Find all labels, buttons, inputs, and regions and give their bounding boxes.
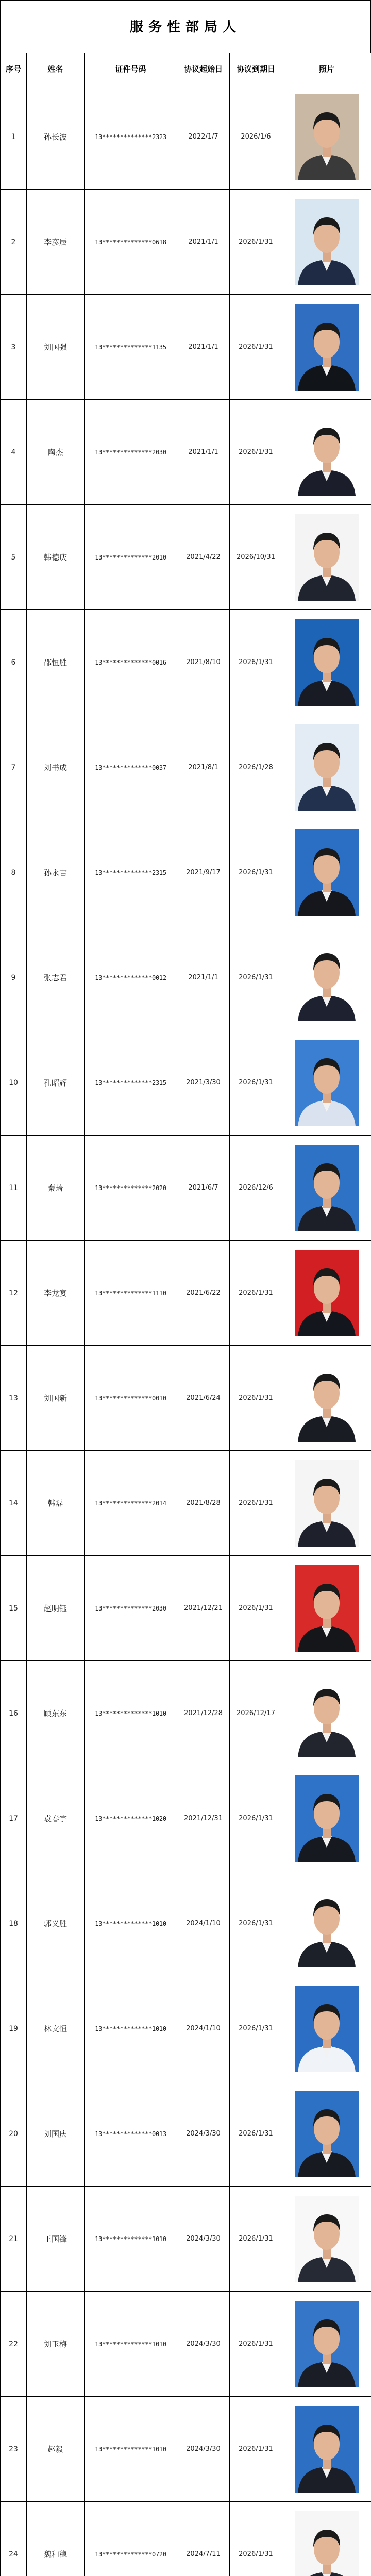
person-name: 陶杰: [27, 400, 85, 505]
table-row: [1, 1976, 371, 2081]
row-number: 14: [1, 1451, 27, 1556]
person-name: 孙永吉: [27, 820, 85, 925]
id-photo: [295, 829, 359, 916]
agreement-start-date: 2021/9/17: [177, 820, 230, 925]
row-number: 19: [1, 1976, 27, 2081]
id-photo: [295, 1986, 359, 2072]
photo-cell: [282, 925, 371, 1030]
agreement-end-date: 2026/1/31: [230, 610, 282, 715]
id-photo: [295, 2511, 359, 2576]
header-no: 序号: [1, 53, 27, 84]
person-name: 刘国新: [27, 1346, 85, 1451]
photo-cell: [282, 820, 371, 925]
id-photo: [295, 724, 359, 811]
agreement-end-date: 2026/1/31: [230, 2081, 282, 2187]
agreement-end-date: 2026/1/31: [230, 400, 282, 505]
row-number: 20: [1, 2081, 27, 2187]
id-photo: [295, 2196, 359, 2282]
header-name: 姓名: [27, 53, 85, 84]
photo-cell: [282, 2502, 371, 2576]
header-cert: 证件号码: [85, 53, 177, 84]
row-number: 22: [1, 2292, 27, 2397]
person-name: 李彦辰: [27, 190, 85, 295]
row-number: 10: [1, 1030, 27, 1136]
agreement-end-date: 2026/1/31: [230, 1451, 282, 1556]
agreement-start-date: 2021/6/7: [177, 1136, 230, 1241]
person-name: 刘国强: [27, 295, 85, 400]
agreement-end-date: 2026/1/31: [230, 1976, 282, 2081]
id-photo: [295, 1880, 359, 1967]
person-name: 袁春宇: [27, 1766, 85, 1871]
cert-number: 13**************1020: [85, 1766, 177, 1871]
photo-cell: [282, 715, 371, 820]
cert-number: 13**************0013: [85, 2081, 177, 2187]
person-name: 王国锋: [27, 2187, 85, 2292]
cert-number: 13**************2315: [85, 1030, 177, 1136]
agreement-end-date: 2026/1/31: [230, 2187, 282, 2292]
person-name: 魏和稳: [27, 2502, 85, 2576]
row-number: 13: [1, 1346, 27, 1451]
agreement-start-date: 2021/12/28: [177, 1661, 230, 1766]
photo-cell: [282, 1241, 371, 1346]
row-number: 6: [1, 610, 27, 715]
table-row: [1, 2502, 371, 2576]
person-name: 林文恒: [27, 1976, 85, 2081]
row-number: 5: [1, 505, 27, 610]
photo-cell: [282, 1766, 371, 1871]
agreement-start-date: 2021/12/21: [177, 1556, 230, 1661]
id-photo: [295, 1670, 359, 1757]
id-photo: [295, 1565, 359, 1652]
agreement-start-date: 2024/3/30: [177, 2292, 230, 2397]
agreement-end-date: 2026/1/28: [230, 715, 282, 820]
cert-number: 13**************0037: [85, 715, 177, 820]
table-header-row: [1, 53, 371, 84]
id-photo: [295, 514, 359, 601]
row-number: 23: [1, 2397, 27, 2502]
photo-cell: [282, 1451, 371, 1556]
table-row: [1, 505, 371, 610]
agreement-start-date: 2021/8/28: [177, 1451, 230, 1556]
cert-number: 13**************2010: [85, 505, 177, 610]
row-number: 7: [1, 715, 27, 820]
row-number: 8: [1, 820, 27, 925]
agreement-start-date: 2024/1/10: [177, 1871, 230, 1976]
cert-number: 13**************2020: [85, 1136, 177, 1241]
agreement-end-date: 2026/1/31: [230, 1346, 282, 1451]
id-photo: [295, 1040, 359, 1126]
agreement-start-date: 2021/3/30: [177, 1030, 230, 1136]
row-number: 12: [1, 1241, 27, 1346]
table-row: [1, 2292, 371, 2397]
table-row: [1, 925, 371, 1030]
row-number: 16: [1, 1661, 27, 1766]
agreement-end-date: 2026/1/31: [230, 925, 282, 1030]
cert-number: 13**************1010: [85, 1871, 177, 1976]
table-body: [1, 84, 371, 2576]
agreement-start-date: 2021/6/22: [177, 1241, 230, 1346]
table-row: [1, 1451, 371, 1556]
id-photo: [295, 1355, 359, 1442]
table-row: [1, 295, 371, 400]
table-row: [1, 1030, 371, 1136]
agreement-start-date: 2021/8/10: [177, 610, 230, 715]
row-number: 15: [1, 1556, 27, 1661]
table-row: [1, 190, 371, 295]
photo-cell: [282, 84, 371, 190]
photo-cell: [282, 1556, 371, 1661]
agreement-end-date: 2026/1/31: [230, 190, 282, 295]
table-row: [1, 1241, 371, 1346]
id-photo: [295, 2091, 359, 2177]
agreement-start-date: 2024/3/30: [177, 2187, 230, 2292]
person-name: 刘书成: [27, 715, 85, 820]
person-name: 郭义胜: [27, 1871, 85, 1976]
id-photo: [295, 304, 359, 391]
cert-number: 13**************1010: [85, 1976, 177, 2081]
table-row: [1, 610, 371, 715]
photo-cell: [282, 1976, 371, 2081]
table-row: [1, 2187, 371, 2292]
row-number: 9: [1, 925, 27, 1030]
agreement-end-date: 2026/12/6: [230, 1136, 282, 1241]
id-photo: [295, 619, 359, 706]
photo-cell: [282, 2187, 371, 2292]
person-name: 赵明钰: [27, 1556, 85, 1661]
photo-cell: [282, 1136, 371, 1241]
agreement-end-date: 2026/1/31: [230, 295, 282, 400]
agreement-start-date: 2022/1/7: [177, 84, 230, 190]
agreement-start-date: 2021/1/1: [177, 190, 230, 295]
header-photo: 照片: [282, 53, 371, 84]
agreement-start-date: 2024/3/30: [177, 2081, 230, 2187]
person-name: 邵恒胜: [27, 610, 85, 715]
agreement-start-date: 2024/7/11: [177, 2502, 230, 2576]
agreement-start-date: 2021/6/24: [177, 1346, 230, 1451]
header-end-date: 协议到期日: [230, 53, 282, 84]
row-number: 1: [1, 84, 27, 190]
table-row: [1, 84, 371, 190]
cert-number: 13**************1010: [85, 1661, 177, 1766]
table-row: [1, 400, 371, 505]
row-number: 4: [1, 400, 27, 505]
photo-cell: [282, 1030, 371, 1136]
person-name: 孔昭辉: [27, 1030, 85, 1136]
photo-cell: [282, 400, 371, 505]
row-number: 2: [1, 190, 27, 295]
agreement-end-date: 2026/1/31: [230, 1030, 282, 1136]
cert-number: 13**************1010: [85, 2397, 177, 2502]
agreement-start-date: 2021/1/1: [177, 925, 230, 1030]
agreement-start-date: 2021/4/22: [177, 505, 230, 610]
cert-number: 13**************1010: [85, 2187, 177, 2292]
person-name: 赵毅: [27, 2397, 85, 2502]
agreement-start-date: 2021/8/1: [177, 715, 230, 820]
photo-cell: [282, 2292, 371, 2397]
photo-cell: [282, 190, 371, 295]
person-name: 韩德庆: [27, 505, 85, 610]
agreement-end-date: 2026/1/31: [230, 1556, 282, 1661]
person-name: 孙长波: [27, 84, 85, 190]
agreement-start-date: 2024/1/10: [177, 1976, 230, 2081]
agreement-end-date: 2026/1/31: [230, 2292, 282, 2397]
photo-cell: [282, 295, 371, 400]
id-photo: [295, 2301, 359, 2387]
photo-cell: [282, 1871, 371, 1976]
row-number: 18: [1, 1871, 27, 1976]
agreement-end-date: 2026/10/31: [230, 505, 282, 610]
id-photo: [295, 1250, 359, 1336]
id-photo: [295, 409, 359, 496]
cert-number: 13**************0618: [85, 190, 177, 295]
table-row: [1, 1766, 371, 1871]
table-row: [1, 1661, 371, 1766]
photo-cell: [282, 505, 371, 610]
agreement-end-date: 2026/1/6: [230, 84, 282, 190]
page-title: 服务性部局人: [0, 0, 371, 53]
photo-cell: [282, 1346, 371, 1451]
table-row: [1, 1346, 371, 1451]
person-name: 秦琦: [27, 1136, 85, 1241]
cert-number: 13**************2315: [85, 820, 177, 925]
id-photo: [295, 1460, 359, 1547]
row-number: 21: [1, 2187, 27, 2292]
cert-number: 13**************1110: [85, 1241, 177, 1346]
table-row: [1, 2397, 371, 2502]
agreement-end-date: 2026/12/17: [230, 1661, 282, 1766]
row-number: 17: [1, 1766, 27, 1871]
row-number: 24: [1, 2502, 27, 2576]
table-row: [1, 715, 371, 820]
table-row: [1, 1871, 371, 1976]
agreement-start-date: 2024/3/30: [177, 2397, 230, 2502]
photo-cell: [282, 610, 371, 715]
person-name: 韩磊: [27, 1451, 85, 1556]
header-start-date: 协议起始日: [177, 53, 230, 84]
cert-number: 13**************2030: [85, 1556, 177, 1661]
person-name: 刘国庆: [27, 2081, 85, 2187]
id-photo: [295, 1775, 359, 1862]
cert-number: 13**************1010: [85, 2292, 177, 2397]
row-number: 3: [1, 295, 27, 400]
table-row: [1, 1556, 371, 1661]
id-photo: [295, 1145, 359, 1231]
agreement-end-date: 2026/1/31: [230, 2397, 282, 2502]
cert-number: 13**************0012: [85, 925, 177, 1030]
row-number: 11: [1, 1136, 27, 1241]
table-row: [1, 820, 371, 925]
agreement-end-date: 2026/1/31: [230, 2502, 282, 2576]
person-name: 张志君: [27, 925, 85, 1030]
id-photo: [295, 199, 359, 285]
cert-number: 13**************0010: [85, 1346, 177, 1451]
photo-cell: [282, 1661, 371, 1766]
photo-cell: [282, 2081, 371, 2187]
agreement-end-date: 2026/1/31: [230, 820, 282, 925]
table-row: [1, 1136, 371, 1241]
agreement-start-date: 2021/1/1: [177, 295, 230, 400]
agreement-start-date: 2021/1/1: [177, 400, 230, 505]
agreement-end-date: 2026/1/31: [230, 1871, 282, 1976]
table-row: [1, 2081, 371, 2187]
id-photo: [295, 935, 359, 1021]
cert-number: 13**************1135: [85, 295, 177, 400]
agreement-start-date: 2021/12/31: [177, 1766, 230, 1871]
agreement-end-date: 2026/1/31: [230, 1766, 282, 1871]
cert-number: 13**************2030: [85, 400, 177, 505]
person-name: 刘玉梅: [27, 2292, 85, 2397]
cert-number: 13**************0016: [85, 610, 177, 715]
cert-number: 13**************0720: [85, 2502, 177, 2576]
cert-number: 13**************2323: [85, 84, 177, 190]
id-photo: [295, 2406, 359, 2493]
id-photo: [295, 94, 359, 180]
cert-number: 13**************2014: [85, 1451, 177, 1556]
person-name: 顾东东: [27, 1661, 85, 1766]
photo-cell: [282, 2397, 371, 2502]
agreement-end-date: 2026/1/31: [230, 1241, 282, 1346]
person-name: 李龙宴: [27, 1241, 85, 1346]
personnel-table: [0, 53, 371, 2576]
